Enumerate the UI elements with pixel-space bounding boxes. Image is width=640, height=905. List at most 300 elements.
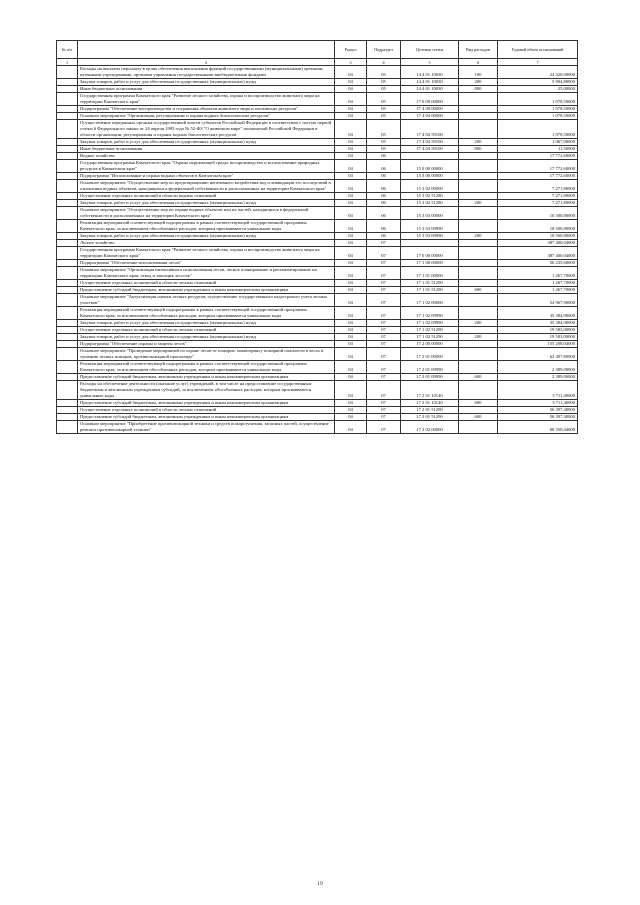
table-row [57,260,578,267]
row-number-cell [57,93,78,106]
row-amount-cell: 155 208,04000 [498,341,578,348]
table-row [57,414,578,421]
row-section-cell: 04 [335,348,367,361]
column-number: 4 [367,59,401,66]
row-subsection-cell: 06 [367,160,401,173]
row-expense-type-cell: 200 [459,200,498,207]
row-section-cell: 04 [335,374,367,381]
row-section-cell: 04 [335,233,367,240]
table-row [57,93,578,106]
row-number-cell [57,240,78,247]
row-section-cell: 04 [335,113,367,120]
row-target-cell: 17 2 01 51290 [401,407,459,414]
row-section-cell: 04 [335,240,367,247]
row-section-cell: 04 [335,207,367,220]
row-target-cell: 17 4 04 59100 [401,146,459,153]
row-expense-type-cell [459,361,498,374]
row-subsection-cell: 07 [367,267,401,280]
row-subsection-cell: 07 [367,294,401,307]
row-section-cell: 04 [335,334,367,341]
row-section-cell: 04 [335,414,367,421]
row-subsection-cell: 07 [367,361,401,374]
row-expense-type-cell [459,381,498,400]
table-row [57,381,578,400]
row-subsection-cell: 06 [367,207,401,220]
table-row [57,361,578,374]
row-amount-cell: 17 772,60000 [498,173,578,180]
row-amount-cell: 1 267,70000 [498,287,578,294]
row-section-cell: 04 [335,160,367,173]
row-subsection-cell: 06 [367,200,401,207]
row-name-cell: Предоставление субсидий бюджетным, автономным учреждениям и иным некоммерческим организациям [78,414,335,421]
row-section-cell: 04 [335,421,367,434]
table-row [57,120,578,139]
row-subsection-cell: 06 [367,220,401,233]
row-expense-type-cell [459,173,498,180]
row-number-cell [57,348,78,361]
table-row [57,106,578,113]
row-amount-cell: 1 078,50000 [498,106,578,113]
row-name-cell: Закупка товаров, работ и услуг для обеспечения государственных (муниципальных) нужд [78,334,335,341]
row-target-cell: 17 1 02 09990 [401,320,459,327]
row-expense-type-cell [459,153,498,160]
row-number-cell [57,200,78,207]
row-number-cell [57,374,78,381]
row-expense-type-cell [459,93,498,106]
row-subsection-cell: 07 [367,260,401,267]
row-name-cell: Основное мероприятие "Актуализация оценки лесных ресурсов, осуществление государственного кадастрового учета лесных участков" [78,294,335,307]
row-expense-type-cell [459,327,498,334]
row-section-cell: 04 [335,327,367,334]
row-target-cell: 17 0 00 00000 [401,93,459,106]
row-name-cell: Государственная программа Камчатского края "Охрана окружающей среды, воспроизводство и использование природных ресурсов в Камчатском крае" [78,160,335,173]
table-row [57,374,578,381]
row-name-cell: Иные бюджетные ассигнования [78,146,335,153]
row-amount-cell: 56 397,40000 [498,414,578,421]
row-amount-cell: 1 078,50000 [498,93,578,106]
row-number-cell [57,307,78,320]
row-expense-type-cell: 600 [459,287,498,294]
row-subsection-cell: 07 [367,247,401,260]
row-target-cell: 17 1 01 00000 [401,267,459,280]
row-section-cell: 04 [335,307,367,320]
row-name-cell: Предоставление субсидий бюджетным, автономным учреждениям и иным некоммерческим организациям [78,400,335,407]
row-name-cell: Лесное хозяйство [78,240,335,247]
row-section-cell: 04 [335,247,367,260]
row-target-cell: 17 1 02 09990 [401,307,459,320]
row-name-cell: Закупка товаров, работ и услуг для обеспечения государственных (муниципальных) нужд [78,79,335,86]
row-target-cell: 17 2 01 00000 [401,348,459,361]
row-number-cell [57,294,78,307]
row-expense-type-cell [459,160,498,173]
row-section-cell: 04 [335,93,367,106]
row-number-cell [57,327,78,334]
row-expense-type-cell: 800 [459,146,498,153]
row-target-cell: 14 4 01 10030 [401,86,459,93]
row-target-cell: 14 4 01 10030 [401,79,459,86]
row-name-cell: Подпрограмма "Использование и охрана водных объектов в Камчатском крае" [78,173,335,180]
row-number-cell [57,247,78,260]
row-target-cell: 17 1 02 00000 [401,294,459,307]
row-target-cell: 17 0 00 00000 [401,247,459,260]
row-target-cell: 15 3 03 09990 [401,233,459,240]
table-row [57,180,578,193]
row-target-cell [401,153,459,160]
table-row [57,146,578,153]
row-number-cell [57,381,78,400]
row-number-cell [57,113,78,120]
row-subsection-cell: 07 [367,334,401,341]
row-expense-type-cell: 600 [459,374,498,381]
row-target-cell: 17 2 00 00000 [401,341,459,348]
row-target-cell: 17 2 01 51290 [401,414,459,421]
row-name-cell: Подпрограмма "Обеспечение воспроизводства и сохранения объектов животного мира и охотничьих ресурсов" [78,106,335,113]
row-amount-cell: 19 583,00000 [498,334,578,341]
row-amount-cell: 2 389,00000 [498,361,578,374]
row-subsection-cell: 07 [367,307,401,320]
table-row [57,200,578,207]
row-subsection-cell: 07 [367,374,401,381]
row-amount-cell: 1 067,00000 [498,139,578,146]
row-number-cell [57,173,78,180]
row-subsection-cell: 05 [367,120,401,139]
row-target-cell: 15 0 00 00000 [401,160,459,173]
row-number-cell [57,160,78,173]
row-target-cell [401,240,459,247]
row-number-cell [57,180,78,193]
row-name-cell: Подпрограмма "Обеспечение использования лесов" [78,260,335,267]
row-name-cell: Закупка товаров, работ и услуг для обеспечения государственных (муниципальных) нужд [78,139,335,146]
table-row [57,66,578,79]
row-section-cell: 04 [335,220,367,233]
row-section-cell: 04 [335,79,367,86]
row-name-cell: Основное мероприятие "Организация, регулирование и охрана водных биологических ресурсов" [78,113,335,120]
row-section-cell: 04 [335,139,367,146]
row-expense-type-cell [459,280,498,287]
table-row [57,173,578,180]
row-name-cell: Подпрограмма "Обеспечение охраны и защиты лесов" [78,341,335,348]
column-number: 7 [498,59,578,66]
row-amount-cell: 387 400,04000 [498,247,578,260]
row-number-cell [57,153,78,160]
row-subsection-cell: 05 [367,93,401,106]
row-amount-cell: 10 500,80000 [498,220,578,233]
row-number-cell [57,139,78,146]
row-section-cell: 04 [335,193,367,200]
row-expense-type-cell [459,267,498,280]
row-subsection-cell: 07 [367,341,401,348]
row-target-cell: 15 3 02 51280 [401,200,459,207]
row-target-cell: 17 1 00 00000 [401,260,459,267]
table-row [57,348,578,361]
row-expense-type-cell [459,294,498,307]
row-number-cell [57,220,78,233]
row-expense-type-cell [459,207,498,220]
row-name-cell: Основное мероприятие "Приобретение противопожарной техники и средств пожаротушения, запасных частей, осуществление ремонта противопожарной техники" [78,421,335,434]
row-target-cell: 17 4 04 59100 [401,120,459,139]
row-subsection-cell: 07 [367,414,401,421]
row-name-cell: Иные бюджетные ассигнования [78,86,335,93]
row-subsection-cell: 06 [367,153,401,160]
row-section-cell: 04 [335,120,367,139]
row-number-cell [57,407,78,414]
row-section-cell: 04 [335,361,367,374]
row-name-cell: Расходы на обеспечение деятельности (оказание услуг) учреждений, в том числе на предоставление государственным бюджетным и автономным учреждениям субсидий, за исключением обособленных расходов, которым присваиваются уникальные коды [78,381,335,400]
row-name-cell: Осуществление отдельных полномочий в области водных отношений [78,193,335,200]
row-expense-type-cell: 600 [459,414,498,421]
column-number: 3 [335,59,367,66]
row-amount-cell: 2 389,00000 [498,374,578,381]
row-target-cell: 17 2 01 09990 [401,374,459,381]
row-number-cell [57,260,78,267]
row-subsection-cell: 05 [367,113,401,120]
row-expense-type-cell: 200 [459,79,498,86]
row-number-cell [57,421,78,434]
row-amount-cell: 387 400,04000 [498,240,578,247]
column-number: 2 [78,59,335,66]
budget-table [56,40,578,434]
row-expense-type-cell: 200 [459,320,498,327]
row-expense-type-cell [459,421,498,434]
row-name-cell: Основное мероприятие "Проведение мероприятий по охране лесов от пожаров, мониторингу пожарной опасности в лесах и тушению лесных пожаров, противопожарной пропаганде" [78,348,335,361]
row-amount-cell: 1 078,50000 [498,113,578,120]
row-name-cell: Осуществление переданных органам государственной власти субъектов Российской Федерации в соответствии с частью первой статьи 6 Федерального закона от 24 апреля 1995 года № 52-ФЗ "О животном мире" полномочий Российской Федерации в области организации, регулирования и охраны водных биологических ресурсов [78,120,335,139]
row-subsection-cell: 07 [367,407,401,414]
row-section-cell: 04 [335,280,367,287]
header-subsection: Подраздел [367,41,401,59]
column-number: 6 [459,59,498,66]
table-row [57,79,578,86]
row-target-cell: 17 2 02 00000 [401,421,459,434]
table-row [57,139,578,146]
row-amount-cell: 7 271,80000 [498,200,578,207]
row-number-cell [57,193,78,200]
table-row [57,280,578,287]
row-subsection-cell: 07 [367,320,401,327]
row-name-cell: Основное мероприятие "Организация интенсивного использования лесов, лесное планирование и регламентирование на территории Камчатского края, отвод и таксация лесосек" [78,267,335,280]
row-section-cell: 04 [335,407,367,414]
row-name-cell: Водное хозяйство [78,153,335,160]
row-section-cell: 04 [335,86,367,93]
row-amount-cell: 1 078,50000 [498,120,578,139]
row-number-cell [57,414,78,421]
table-row [57,287,578,294]
row-amount-cell: 35 384,90000 [498,320,578,327]
row-amount-cell: 25,00000 [498,86,578,93]
row-number-cell [57,267,78,280]
row-section-cell: 04 [335,66,367,79]
row-name-cell: Предоставление субсидий бюджетным, автономным учреждениям и иным некоммерческим организациям [78,287,335,294]
row-subsection-cell: 05 [367,139,401,146]
row-section-cell: 04 [335,320,367,327]
row-expense-type-cell [459,341,498,348]
row-name-cell: Расходы на выплаты персоналу в целях обеспечения выполнения функций государственными (муниципальными) органами, казенными учреждениями, органами управления государственными внебюджетными фондами [78,66,335,79]
row-subsection-cell: 07 [367,287,401,294]
row-target-cell: 17 4 00 00000 [401,106,459,113]
table-row [57,160,578,173]
row-amount-cell: 7 271,80000 [498,180,578,193]
row-number-cell [57,106,78,113]
row-expense-type-cell [459,193,498,200]
row-name-cell: Государственная программа Камчатского края "Развитие лесного хозяйства, охрана и воспроизводство животного мира на территории Камчатского края" [78,93,335,106]
column-number: 1 [57,59,78,66]
header-expense-type: Вид расходов [459,41,498,59]
row-number-cell [57,280,78,287]
row-amount-cell: 24 320,00000 [498,66,578,79]
row-name-cell: Осуществление отдельных полномочий в области лесных отношений [78,327,335,334]
row-section-cell: 04 [335,267,367,280]
row-section-cell: 04 [335,180,367,193]
row-subsection-cell: 05 [367,66,401,79]
row-section-cell: 04 [335,173,367,180]
row-name-cell: Государственная программа Камчатского края "Развитие лесного хозяйства, охрана и воспроизводство животного мира на территории Камчатского края" [78,247,335,260]
row-target-cell: 17 2 01 10140 [401,400,459,407]
row-section-cell: 04 [335,400,367,407]
table-row [57,267,578,280]
row-target-cell: 15 3 00 00000 [401,173,459,180]
row-subsection-cell: 06 [367,173,401,180]
row-expense-type-cell [459,307,498,320]
row-amount-cell: 11,50000 [498,146,578,153]
table-row [57,233,578,240]
row-section-cell: 04 [335,153,367,160]
row-subsection-cell: 06 [367,180,401,193]
row-expense-type-cell: 200 [459,334,498,341]
row-amount-cell: 62 497,80000 [498,348,578,361]
row-number-cell [57,334,78,341]
budget-sheet [56,40,577,434]
table-row [57,307,578,320]
row-expense-type-cell [459,260,498,267]
table-row [57,240,578,247]
row-name-cell: Основное мероприятие "Осуществление мер по охране водных объектов или их частей, находящихся в федеральной собственности и расположенных на территории Камчатского края" [78,207,335,220]
row-number-cell [57,233,78,240]
row-section-cell: 04 [335,294,367,307]
header-section: Раздел [335,41,367,59]
row-subsection-cell: 07 [367,348,401,361]
row-section-cell: 04 [335,260,367,267]
row-subsection-cell: 06 [367,233,401,240]
row-subsection-cell: 07 [367,327,401,334]
row-number-cell [57,207,78,220]
row-name-cell: Закупка товаров, работ и услуг для обеспечения государственных (муниципальных) нужд [78,320,335,327]
row-target-cell: 17 1 01 51290 [401,287,459,294]
row-amount-cell: 7 271,80000 [498,193,578,200]
table-row [57,153,578,160]
row-number-cell [57,400,78,407]
row-subsection-cell: 05 [367,106,401,113]
row-section-cell: 04 [335,146,367,153]
row-subsection-cell: 07 [367,381,401,400]
row-expense-type-cell [459,407,498,414]
table-row [57,220,578,233]
row-section-cell: 04 [335,106,367,113]
row-number-cell [57,66,78,79]
table-row [57,334,578,341]
row-target-cell: 17 1 02 51290 [401,334,459,341]
page-number: 19 [317,881,323,887]
row-section-cell: 04 [335,381,367,400]
row-amount-cell: 54 967,90000 [498,294,578,307]
column-numbers-row [57,59,578,66]
row-number-cell [57,120,78,139]
row-target-cell: 15 3 02 00000 [401,180,459,193]
row-expense-type-cell [459,247,498,260]
table-row [57,341,578,348]
table-row [57,113,578,120]
row-amount-cell: 56 397,40000 [498,407,578,414]
row-number-cell [57,320,78,327]
row-amount-cell: 88 350,44000 [498,421,578,434]
row-name-cell: Предоставление субсидий бюджетным, автономным учреждениям и иным некоммерческим организациям [78,374,335,381]
row-amount-cell: 1 267,70000 [498,280,578,287]
row-subsection-cell: 05 [367,86,401,93]
row-number-cell [57,79,78,86]
row-expense-type-cell: 600 [459,400,498,407]
table-row [57,86,578,93]
row-expense-type-cell: 200 [459,233,498,240]
row-amount-cell: 3 711,40000 [498,381,578,400]
table-row [57,421,578,434]
row-number-cell [57,146,78,153]
row-expense-type-cell [459,113,498,120]
row-amount-cell: 35 384,90000 [498,307,578,320]
row-target-cell: 15 3 02 51280 [401,193,459,200]
row-target-cell: 17 4 04 59100 [401,139,459,146]
row-number-cell [57,341,78,348]
row-number-cell [57,86,78,93]
row-target-cell: 14 4 01 10030 [401,66,459,79]
table-row [57,407,578,414]
row-target-cell: 15 3 03 00000 [401,207,459,220]
row-expense-type-cell [459,106,498,113]
table-row [57,320,578,327]
table-row [57,207,578,220]
budget-rows [57,66,578,434]
row-amount-cell: 10 500,80000 [498,207,578,220]
header-amount: Годовой объем ассигнований [498,41,578,59]
row-amount-cell: 56 235,60000 [498,260,578,267]
table-row [57,193,578,200]
row-expense-type-cell: 200 [459,139,498,146]
row-target-cell: 17 1 01 51290 [401,280,459,287]
row-subsection-cell: 07 [367,421,401,434]
row-expense-type-cell [459,120,498,139]
row-name-cell: Реализация мероприятий соответствующей подпрограммы в рамках соответствующей государственной программы Камчатского края, за исключением обособленных расходов, которым присваиваются уникальные коды [78,361,335,374]
row-target-cell: 17 2 01 10140 [401,381,459,400]
row-target-cell: 17 4 04 00000 [401,113,459,120]
row-amount-cell: 1 267,70000 [498,267,578,280]
table-header-row [57,41,578,59]
row-section-cell: 04 [335,200,367,207]
row-expense-type-cell [459,240,498,247]
row-section-cell: 04 [335,287,367,294]
row-amount-cell: 5 904,80000 [498,79,578,86]
row-name-cell: Реализация мероприятий соответствующей подпрограммы в рамках соответствующей государственной программы Камчатского края, за исключением обособленных расходов, которым присваиваются уникальные коды [78,307,335,320]
row-target-cell: 17 2 01 09990 [401,361,459,374]
table-row [57,400,578,407]
row-number-cell [57,287,78,294]
row-expense-type-cell [459,220,498,233]
row-subsection-cell: 07 [367,400,401,407]
row-amount-cell: 10 500,80000 [498,233,578,240]
table-row [57,327,578,334]
row-subsection-cell: 07 [367,240,401,247]
row-subsection-cell: 05 [367,146,401,153]
row-amount-cell: 3 711,40000 [498,400,578,407]
row-amount-cell: 17 772,60000 [498,153,578,160]
column-number: 5 [401,59,459,66]
